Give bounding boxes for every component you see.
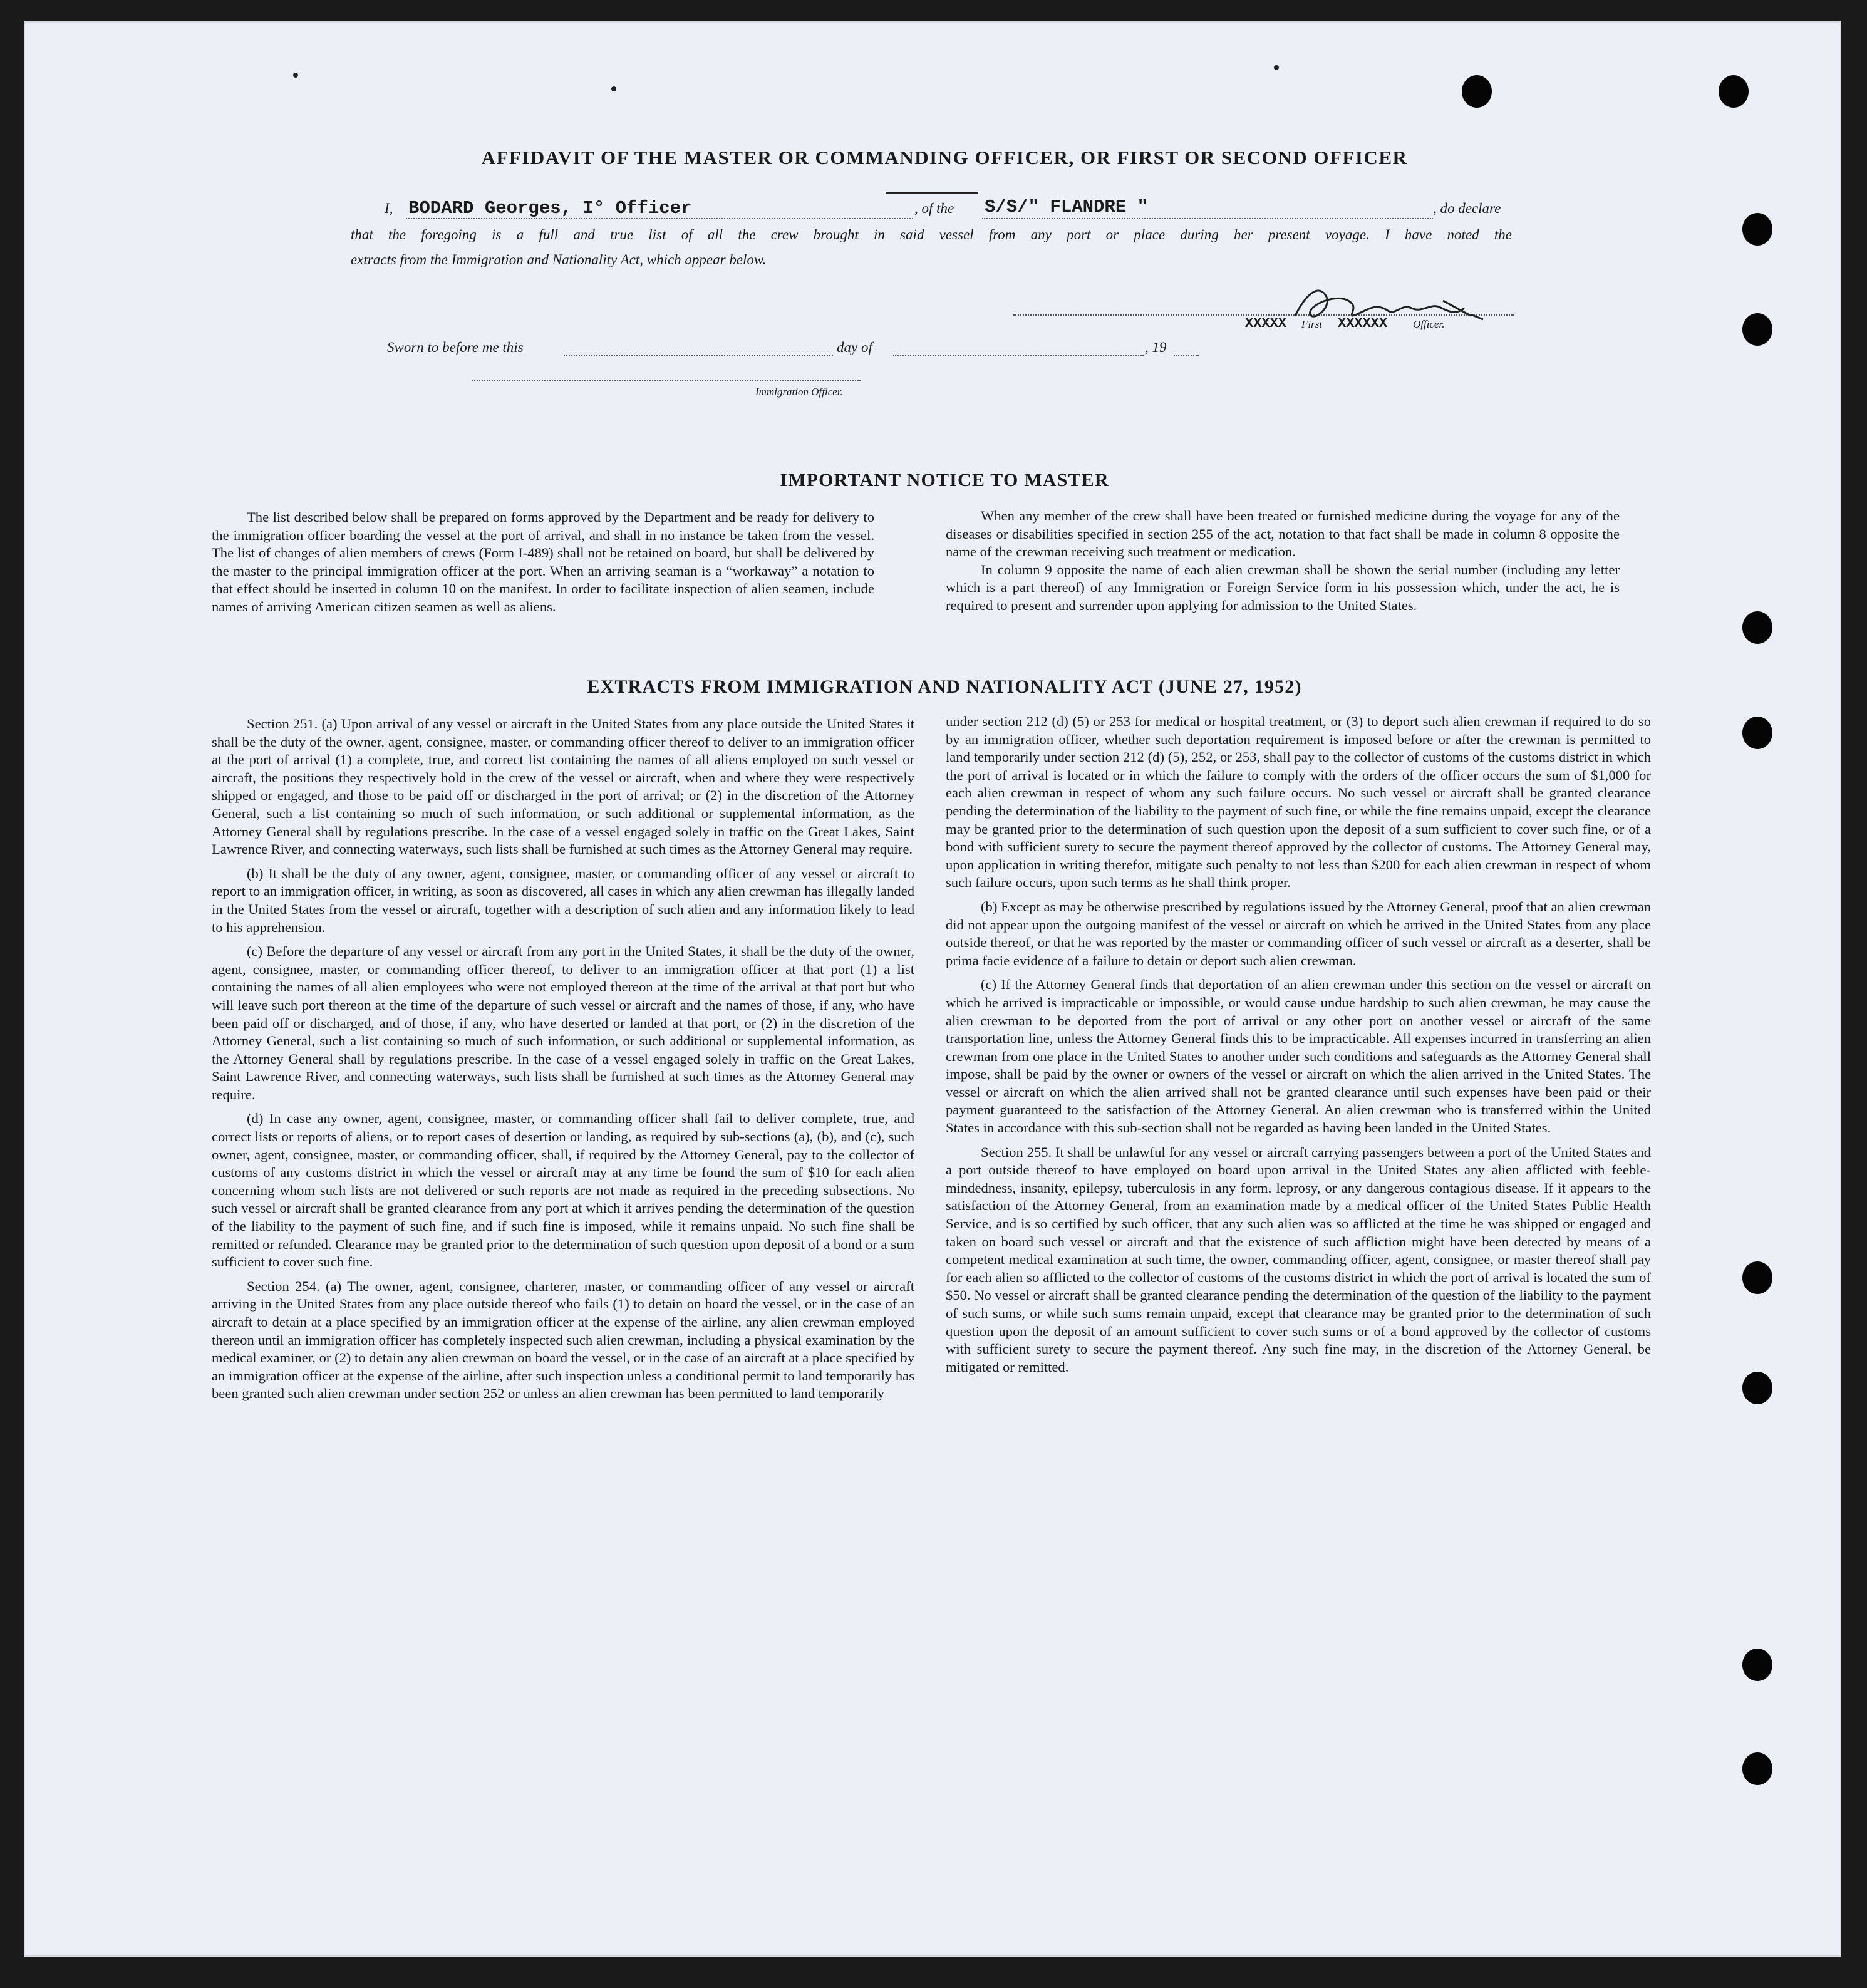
struck-officer-word-1: XXXXX xyxy=(1245,316,1287,331)
extract-section-254b: (b) Except as may be otherwise prescribed by regulations issued by the Attorney General, proof that an alien crewman did not appear upon the outgoing manifest of the vessel or aircraft on which he arrived in the United States from any place outside thereof, or that he was reported by the master or commanding officer of such vessel or aircraft as a deserter, shall be prima facie evidence of a failure to detain or deport such alien crewman. xyxy=(946,898,1651,968)
notice-right-paragraph-2: In column 9 opposite the name of each alien crewman shall be shown the serial number (including any letter which is a part thereof) of any Immigration or Foreign Service form in his possession which, under the act, he is required to present and surrender upon applying for admission to the United States. xyxy=(946,561,1620,613)
notice-right-paragraph-1: When any member of the crew shall have been treated or furnished medicine during the voyage for any of the diseases or disabilities specified in section 255 of the act, notation to that fact shall be made in column 8 opposite the name of the crewman receiving such treatment or medication. xyxy=(946,508,1620,560)
extract-section-254a: Section 254. (a) The owner, agent, consignee, charterer, master, or commanding officer of any vessel or aircraft arriving in the United States from any place outside thereof who fails (1) to detain on board the vessel, or in the case of an aircraft to detain at a place specified by an immigration officer at the expense of the airline, any alien crewman employed thereon until an immigration officer has completely inspected such alien crewman, including a physical examination by the medical examiner, or (2) to detain any alien crewman on board the vessel, or in the case of an aircraft at a place specified by an immigration officer at the expense of the airline, after such inspection unless a conditional permit to land temporarily has been granted such alien crewman under section 252 or unless an alien crewman has been permitted to land temporarily xyxy=(212,1278,915,1402)
affidavit-i-label: I, xyxy=(385,200,393,216)
officer-name-dotline xyxy=(406,218,913,219)
sworn-label: Sworn to before me this xyxy=(387,339,524,355)
extracts-left-column xyxy=(212,715,914,1403)
speck-decoration xyxy=(1274,65,1279,70)
punch-hole-decoration xyxy=(1742,1752,1772,1785)
extracts-right-column xyxy=(946,713,1651,1376)
speck-decoration xyxy=(293,73,298,78)
punch-hole-decoration xyxy=(1742,313,1772,346)
officer-name-field: BODARD Georges, I° Officer xyxy=(408,198,692,219)
do-declare-label: , do declare xyxy=(1433,200,1501,216)
day-of-label: day of xyxy=(837,339,872,355)
declaration-line-2: extracts from the Immigration and Nationality Act, which appear below. xyxy=(351,252,767,267)
punch-hole-decoration xyxy=(1742,1649,1772,1681)
extract-section-254c: (c) If the Attorney General finds that deportation of an alien crewman under this section on the vessel or aircraft on which he arrived is impracticable or impossible, or would cause undue hardship to such alien crewman, he may cause the alien crewman to be deported from the port of arrival or any other port on another vessel or aircraft of the same transportation line, unless the Attorney General finds this to be impracticable. All expenses incurred in transferring an alien crewman from one place in the United States to another under such conditions and safeguards as the Attorney General shall impose, shall be paid by the owner or owners of the vessel or aircraft on which the alien arrived in the United States. The vessel or aircraft on which the alien arrived shall not be granted clearance until such expenses have been paid or their payment guaranteed to the satisfaction of the Attorney General. An alien crewman who is transferred within the United States in accordance with this sub-section shall not be regarded as having been landed in the United States. xyxy=(946,976,1651,1136)
immigration-officer-dotline xyxy=(472,380,861,381)
speck-decoration xyxy=(611,86,616,91)
immigration-officer-label: Immigration Officer. xyxy=(755,386,843,398)
document-page xyxy=(24,21,1841,1957)
struck-officer-word-2: XXXXXX xyxy=(1338,316,1388,331)
declaration-line-1: that the foregoing is a full and true list of all the crew brought in said vessel from any port or place during her present voyage. I have noted the xyxy=(351,227,1512,242)
month-dotline xyxy=(893,355,1144,356)
year-label: , 19 xyxy=(1145,339,1167,355)
punch-hole-decoration xyxy=(1742,611,1772,644)
notice-right-column xyxy=(946,507,1620,615)
extracts-title: EXTRACTS FROM IMMIGRATION AND NATIONALITY ACT (JUNE 27, 1952) xyxy=(587,676,1302,697)
year-dotline xyxy=(1174,355,1199,356)
punch-hole-decoration xyxy=(1742,1261,1772,1294)
vessel-name-dotline xyxy=(982,218,1433,219)
punch-hole-decoration xyxy=(1719,75,1749,108)
title-underline xyxy=(886,192,978,194)
punch-hole-decoration xyxy=(1462,75,1492,108)
sworn-dotline xyxy=(564,355,833,356)
notice-left-paragraph: The list described below shall be prepared on forms approved by the Department and be ready for delivery to the immigration officer boarding the vessel at the port of arrival, and shall in no instance be taken from the vessel. The list of changes of alien members of crews (Form I-489) shall not be retained on board, but shall be delivered by the master to the principal immigration officer at the port. When an arriving seaman is a “workaway” a notation to that effect should be inserted in column 10 on the manifest. In order to facilitate inspection of alien seamen, include names of arriving American citizen seamen as well as aliens. xyxy=(212,509,874,614)
notice-title: IMPORTANT NOTICE TO MASTER xyxy=(780,470,1109,490)
first-label: First xyxy=(1301,318,1323,330)
extract-section-251a: Section 251. (a) Upon arrival of any vessel or aircraft in the United States from any place outside the United States it shall be the duty of the owner, agent, consignee, master, or commanding officer thereof to deliver to an immigration officer at the port of arrival (1) a complete, true, and correct list containing the names of all aliens employed on such vessel or aircraft, the positions they respectively hold in the crew of the vessel or aircraft, when and where they were respectively shipped or engaged, and those to be paid off or discharged in the port of arrival; or (2) in the discretion of the Attorney General, such a list containing so much of such information, or such additional or supplemental information, as the Attorney General shall by regulations prescribe. In the case of a vessel engaged solely in traffic on the Great Lakes, Saint Lawrence River, and connecting waterways, such lists shall be furnished at such times as the Attorney General may require. xyxy=(212,716,914,857)
punch-hole-decoration xyxy=(1742,213,1772,246)
extract-section-251c: (c) Before the departure of any vessel or aircraft from any port in the United States, it shall be the duty of the owner, agent, consignee, master, or commanding officer thereof, to deliver to an immigration officer at that port (1) a list containing the names of all alien employees who were not employed thereon at the time of the arrival at that port but who will leave such port thereon at the time of the departure of such vessel or aircraft and the names of those, if any, who have been paid off or discharged, and of those, if any, who have deserted or landed at that port, or (2) in the discretion of the Attorney General, such a list containing so much of such information, or such additional or supplemental information, as the Attorney General shall by regulations prescribe. In the case of a vessel engaged solely in traffic on the Great Lakes, Saint Lawrence River, and connecting waterways, such lists shall be furnished at such times as the Attorney General may require. xyxy=(212,943,914,1102)
vessel-name-field: S/S/" FLANDRE " xyxy=(985,197,1149,217)
extract-section-255: Section 255. It shall be unlawful for any vessel or aircraft carrying passengers between a port of the United States and a port outside thereof to have employed on board upon arrival in the United States any alien afflicted with feeble-mindedness, insanity, epilepsy, tuberculosis in any form, leprosy, or any dangerous contagious disease. If it appears to the satisfaction of the Attorney General, from an examination made by a medical officer of the United States Public Health Service, and is so certified by such officer, that any such alien was so afflicted at the time he was shipped or engaged and taken on board such vessel or aircraft and that the existence of such affliction might have been detected by means of a competent medical examination at such time, the owner, commanding officer, agent, consignee, or master thereof shall pay for each alien so afflicted to the collector of customs of the customs district in which the port of arrival is located the sum of $50. No vessel or aircraft shall be granted clearance pending the determination of the question of the liability to the payment of such sums, or while such sums remain unpaid, except that clearance may be granted prior to the determination of such question upon the deposit of an amount sufficient to cover such sums or of a bond approved by the collector of customs with sufficient surety to secure the payment thereof. Any such fine may, in the discretion of the Attorney General, be mitigated or remitted. xyxy=(946,1144,1651,1375)
officer-label: Officer. xyxy=(1413,318,1445,330)
of-the-label: , of the xyxy=(914,200,954,216)
affidavit-title: AFFIDAVIT OF THE MASTER OR COMMANDING OFFICER, OR FIRST OR SECOND OFFICER xyxy=(481,147,1408,168)
extract-section-251d: (d) In case any owner, agent, consignee, master, or commanding officer shall fail to deliver complete, true, and correct lists or reports of aliens, or to report cases of desertion or landing, as required by sub-sections (a), (b), and (c), such owner, agent, consignee, master, or commanding officer, shall, if required by the Attorney General, pay to the collector of customs of any customs district in which the vessel or aircraft may at any time be found the sum of $10 for each alien concerning whom such lists are not delivered or such reports are not made as required in the preceding subsections. No such vessel or aircraft shall be granted clearance from any port at which it arrives pending the determination of the question of the liability to the payment of such fine, and if such fine is imposed, while it remains unpaid. No such fine shall be remitted or refunded. Clearance may be granted prior to the determination of such question upon deposit of a bond or a sum sufficient to cover such fine. xyxy=(212,1110,914,1270)
punch-hole-decoration xyxy=(1742,717,1772,749)
notice-left-column xyxy=(212,509,874,616)
extract-section-254a-cont: under section 212 (d) (5) or 253 for medical or hospital treatment, or (3) to deport such alien crewman if required to do so by an immigration officer, whether such deportation requirement is imposed before or after the crewman is permitted to land temporarily under section 212 (d) (5), 252, or 253, shall pay to the collector of customs of the customs district in which the port of arrival is located or in which the failure to comply with the orders of the officer occurs the sum of $1,000 for each alien crewman in respect of whom any such failure occurs. No such vessel or aircraft shall be granted clearance pending the determination of the liability to the payment of such fine, or while the fine remains unpaid, except the clearance may be granted prior to the determination of such question upon the deposit of a sum sufficient to cover such fine, or of a bond with sufficient surety to secure the payment thereof approved by the collector of customs. The Attorney General may, upon application in writing therefor, mitigate such penalty to not less than $200 for each alien crewman in respect of whom such failure occurs, upon such terms as he shall think proper. xyxy=(946,713,1651,891)
punch-hole-decoration xyxy=(1742,1372,1772,1404)
extract-section-251b: (b) It shall be the duty of any owner, agent, consignee, master, or commanding officer of any vessel or aircraft to report to an immigration officer, in writing, as soon as discovered, all cases in which any alien crewman has illegally landed in the United States from the vessel or aircraft, together with a description of such alien and any information likely to lead to his apprehension. xyxy=(212,865,914,935)
